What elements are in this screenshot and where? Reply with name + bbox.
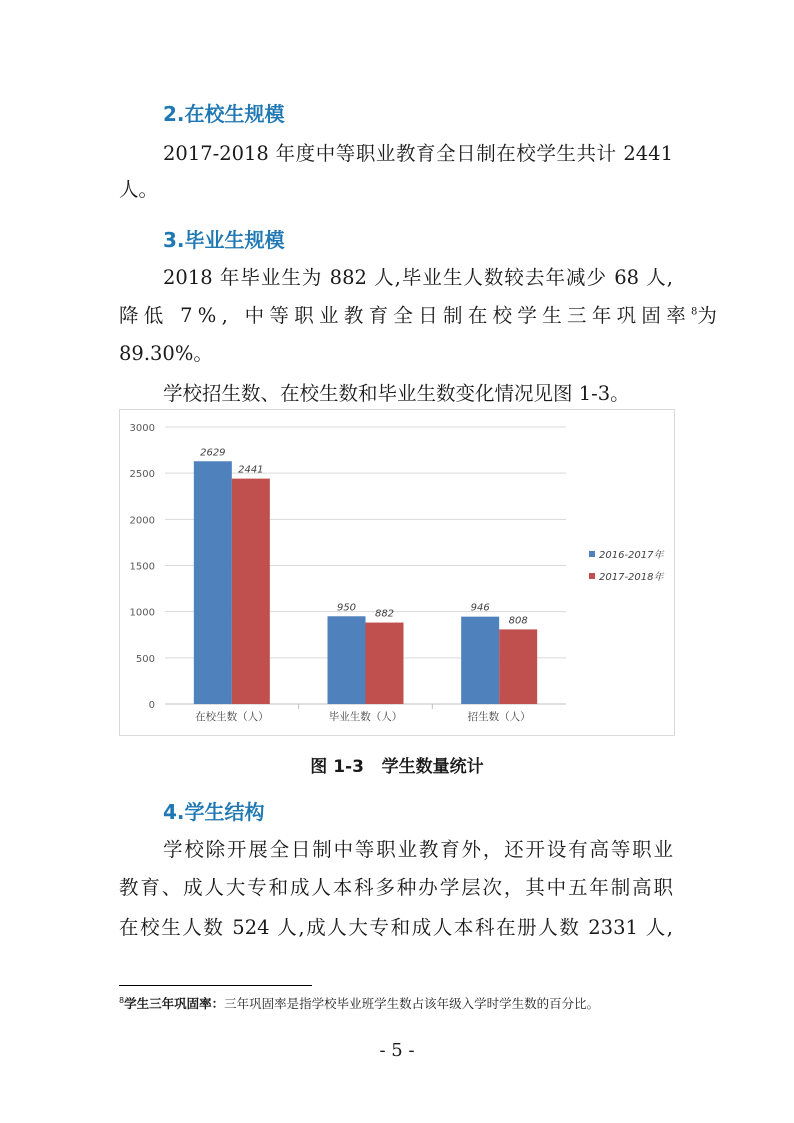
section-4-text-line-2: 教育、成人大专和成人本科多种办学层次，其中五年制高职: [119, 876, 673, 899]
y-tick-label: 3000: [129, 423, 155, 434]
section-3-text-line-2: [119, 300, 717, 328]
footnote-text: 三年巩固率是指学校毕业班学生数占该年级入学时学生数的百分比。: [224, 996, 600, 1011]
section-3-line-2-tail: 为: [697, 304, 717, 327]
section-4-heading: 4.学生结构: [163, 800, 265, 824]
y-tick-label: 2000: [129, 515, 155, 527]
footnote-marker: 8: [119, 995, 125, 1005]
section-2-text-line-1: 2017-2018 年度中等职业教育全日制在校学生共计 2441: [163, 142, 673, 165]
legend-swatch: [589, 551, 595, 557]
section-2-heading: 2.在校生规模: [163, 102, 285, 126]
section-2-text-line-2: 人。: [119, 178, 159, 201]
footnote-separator: [119, 985, 312, 986]
legend-label: 2017-2018年: [599, 572, 664, 583]
data-label: 2629: [200, 447, 226, 459]
bar: [461, 617, 499, 704]
bar-chart: [120, 410, 674, 735]
legend-label: 2016-2017年: [599, 550, 664, 561]
bar: [194, 461, 232, 704]
footnote-ref-marker: 8: [691, 306, 698, 318]
bar: [499, 629, 537, 704]
y-tick-label: 500: [135, 653, 155, 665]
legend-swatch: [589, 573, 595, 579]
y-tick-label: 1500: [129, 561, 155, 573]
section-3-line-2-main: 降低 7%, 中等职业教育全日制在校学生三年巩固率: [119, 304, 692, 327]
data-label: 2441: [238, 464, 264, 476]
y-tick-label: 2500: [129, 469, 155, 481]
data-label: 808: [508, 615, 528, 627]
x-tick-label: 毕业生数（人）: [328, 711, 403, 723]
data-label: 950: [336, 602, 357, 614]
x-tick-label: 在校生数（人）: [195, 711, 269, 723]
section-3-line-2-end: [691, 300, 717, 328]
section-3-heading: 3.毕业生规模: [163, 228, 285, 252]
bar: [232, 479, 270, 704]
section-4-text-line-1: 学校除开展全日制中等职业教育外，还开设有高等职业: [163, 838, 673, 861]
figure-caption: 图 1-3 学生数量统计: [310, 757, 484, 777]
page-number: - 5 -: [379, 1040, 415, 1061]
chart-frame: [119, 409, 675, 736]
section-3-text-line-1: 2018 年毕业生为 882 人,毕业生人数较去年减少 68 人,: [163, 266, 673, 289]
footnote-term: 学生三年巩固率：: [124, 996, 225, 1011]
section-4-text-line-3: 在校生人数 524 人,成人大专和成人本科在册人数 2331 人,: [119, 916, 673, 939]
bar: [328, 616, 366, 704]
bar: [366, 623, 404, 704]
x-tick-label: 招生数（人）: [467, 711, 531, 723]
footnote: [119, 994, 599, 1012]
y-tick-label: 0: [148, 700, 155, 711]
data-label: 882: [374, 608, 395, 620]
y-tick-label: 1000: [129, 607, 155, 619]
data-label: 946: [470, 602, 490, 614]
section-3-text-line-3: 89.30%。: [119, 342, 213, 365]
section-3-text-line-4: 学校招生数、在校生数和毕业生数变化情况见图 1-3。: [163, 382, 630, 405]
